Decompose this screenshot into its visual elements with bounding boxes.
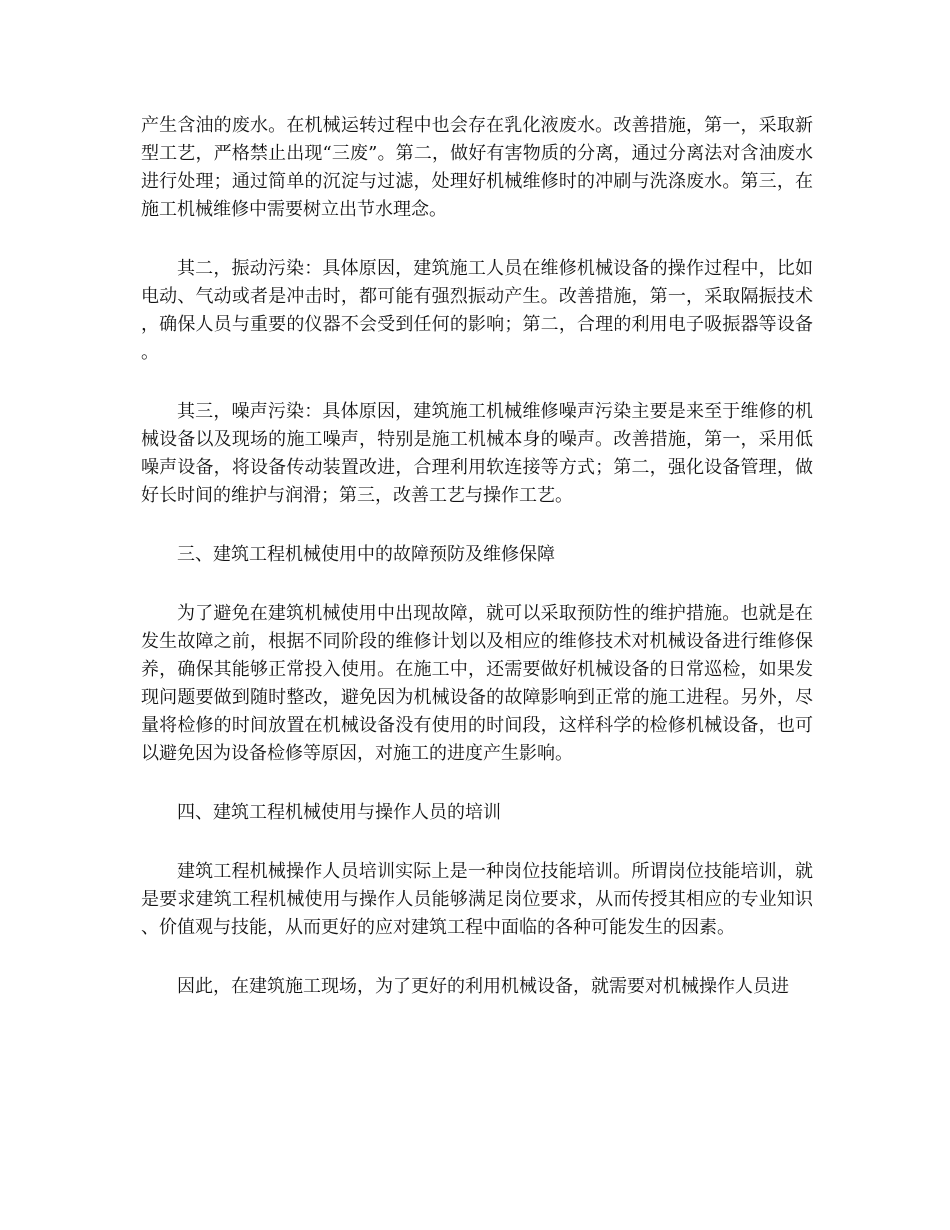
- section-heading-fault-prevention: 三、建筑工程机械使用中的故障预防及维修保障: [177, 544, 555, 565]
- paragraph-wastewater-measures: 产生含油的废水。在机械运转过程中也会存在乳化液废水。改善措施，第一，采取新型工艺，严格禁止出现“三废”。第二，做好有害物质的分离，通过分离法对含油废水进行处理；通过简单的沉淀与过滤，处理好机械维修时的冲刷与洗涤废水。第三，在施工机械维修中需要树立出节水理念。: [141, 115, 813, 220]
- paragraph-vibration-pollution: 其二，振动污染：具体原因，建筑施工人员在维修机械设备的操作过程中，比如电动、气动或者是冲击时，都可能有强烈振动产生。改善措施，第一，采取隔振技术，确保人员与重要的仪器不会受到任何的影响；第二，合理的利用电子吸振器等设备。: [141, 258, 813, 363]
- paragraph-site-training: 因此，在建筑施工现场，为了更好的利用机械设备，就需要对机械操作人员进: [177, 976, 789, 997]
- section-heading-operator-training: 四、建筑工程机械使用与操作人员的培训: [177, 802, 501, 823]
- document-page: [141, 112, 813, 1001]
- paragraph-noise-pollution: 其三，噪声污染：具体原因，建筑施工机械维修噪声污染主要是来至于维修的机械设备以及现场的施工噪声，特别是施工机械本身的噪声。改善措施，第一，采用低噪声设备，将设备传动装置改进，合理利用软连接等方式；第二，强化设备管理，做好长时间的维护与润滑；第三，改善工艺与操作工艺。: [141, 401, 813, 506]
- paragraph-preventive-maintenance: 为了避免在建筑机械使用中出现故障，就可以采取预防性的维护措施。也就是在发生故障之前，根据不同阶段的维修计划以及相应的维修技术对机械设备进行维修保养，确保其能够正常投入使用。在施工中，还需要做好机械设备的日常巡检，如果发现问题要做到随时整改，避免因为机械设备的故障影响到正常的施工进程。另外，尽量将检修的时间放置在机械设备没有使用的时间段，这样科学的检修机械设备，也可以避免因为设备检修等原因，对施工的进度产生影响。: [141, 603, 813, 764]
- paragraph-skill-training: 建筑工程机械操作人员培训实际上是一种岗位技能培训。所谓岗位技能培训，就是要求建筑工程机械使用与操作人员能够满足岗位要求，从而传授其相应的专业知识、价值观与技能，从而更好的应对建筑工程中面临的各种可能发生的因素。: [141, 861, 813, 938]
